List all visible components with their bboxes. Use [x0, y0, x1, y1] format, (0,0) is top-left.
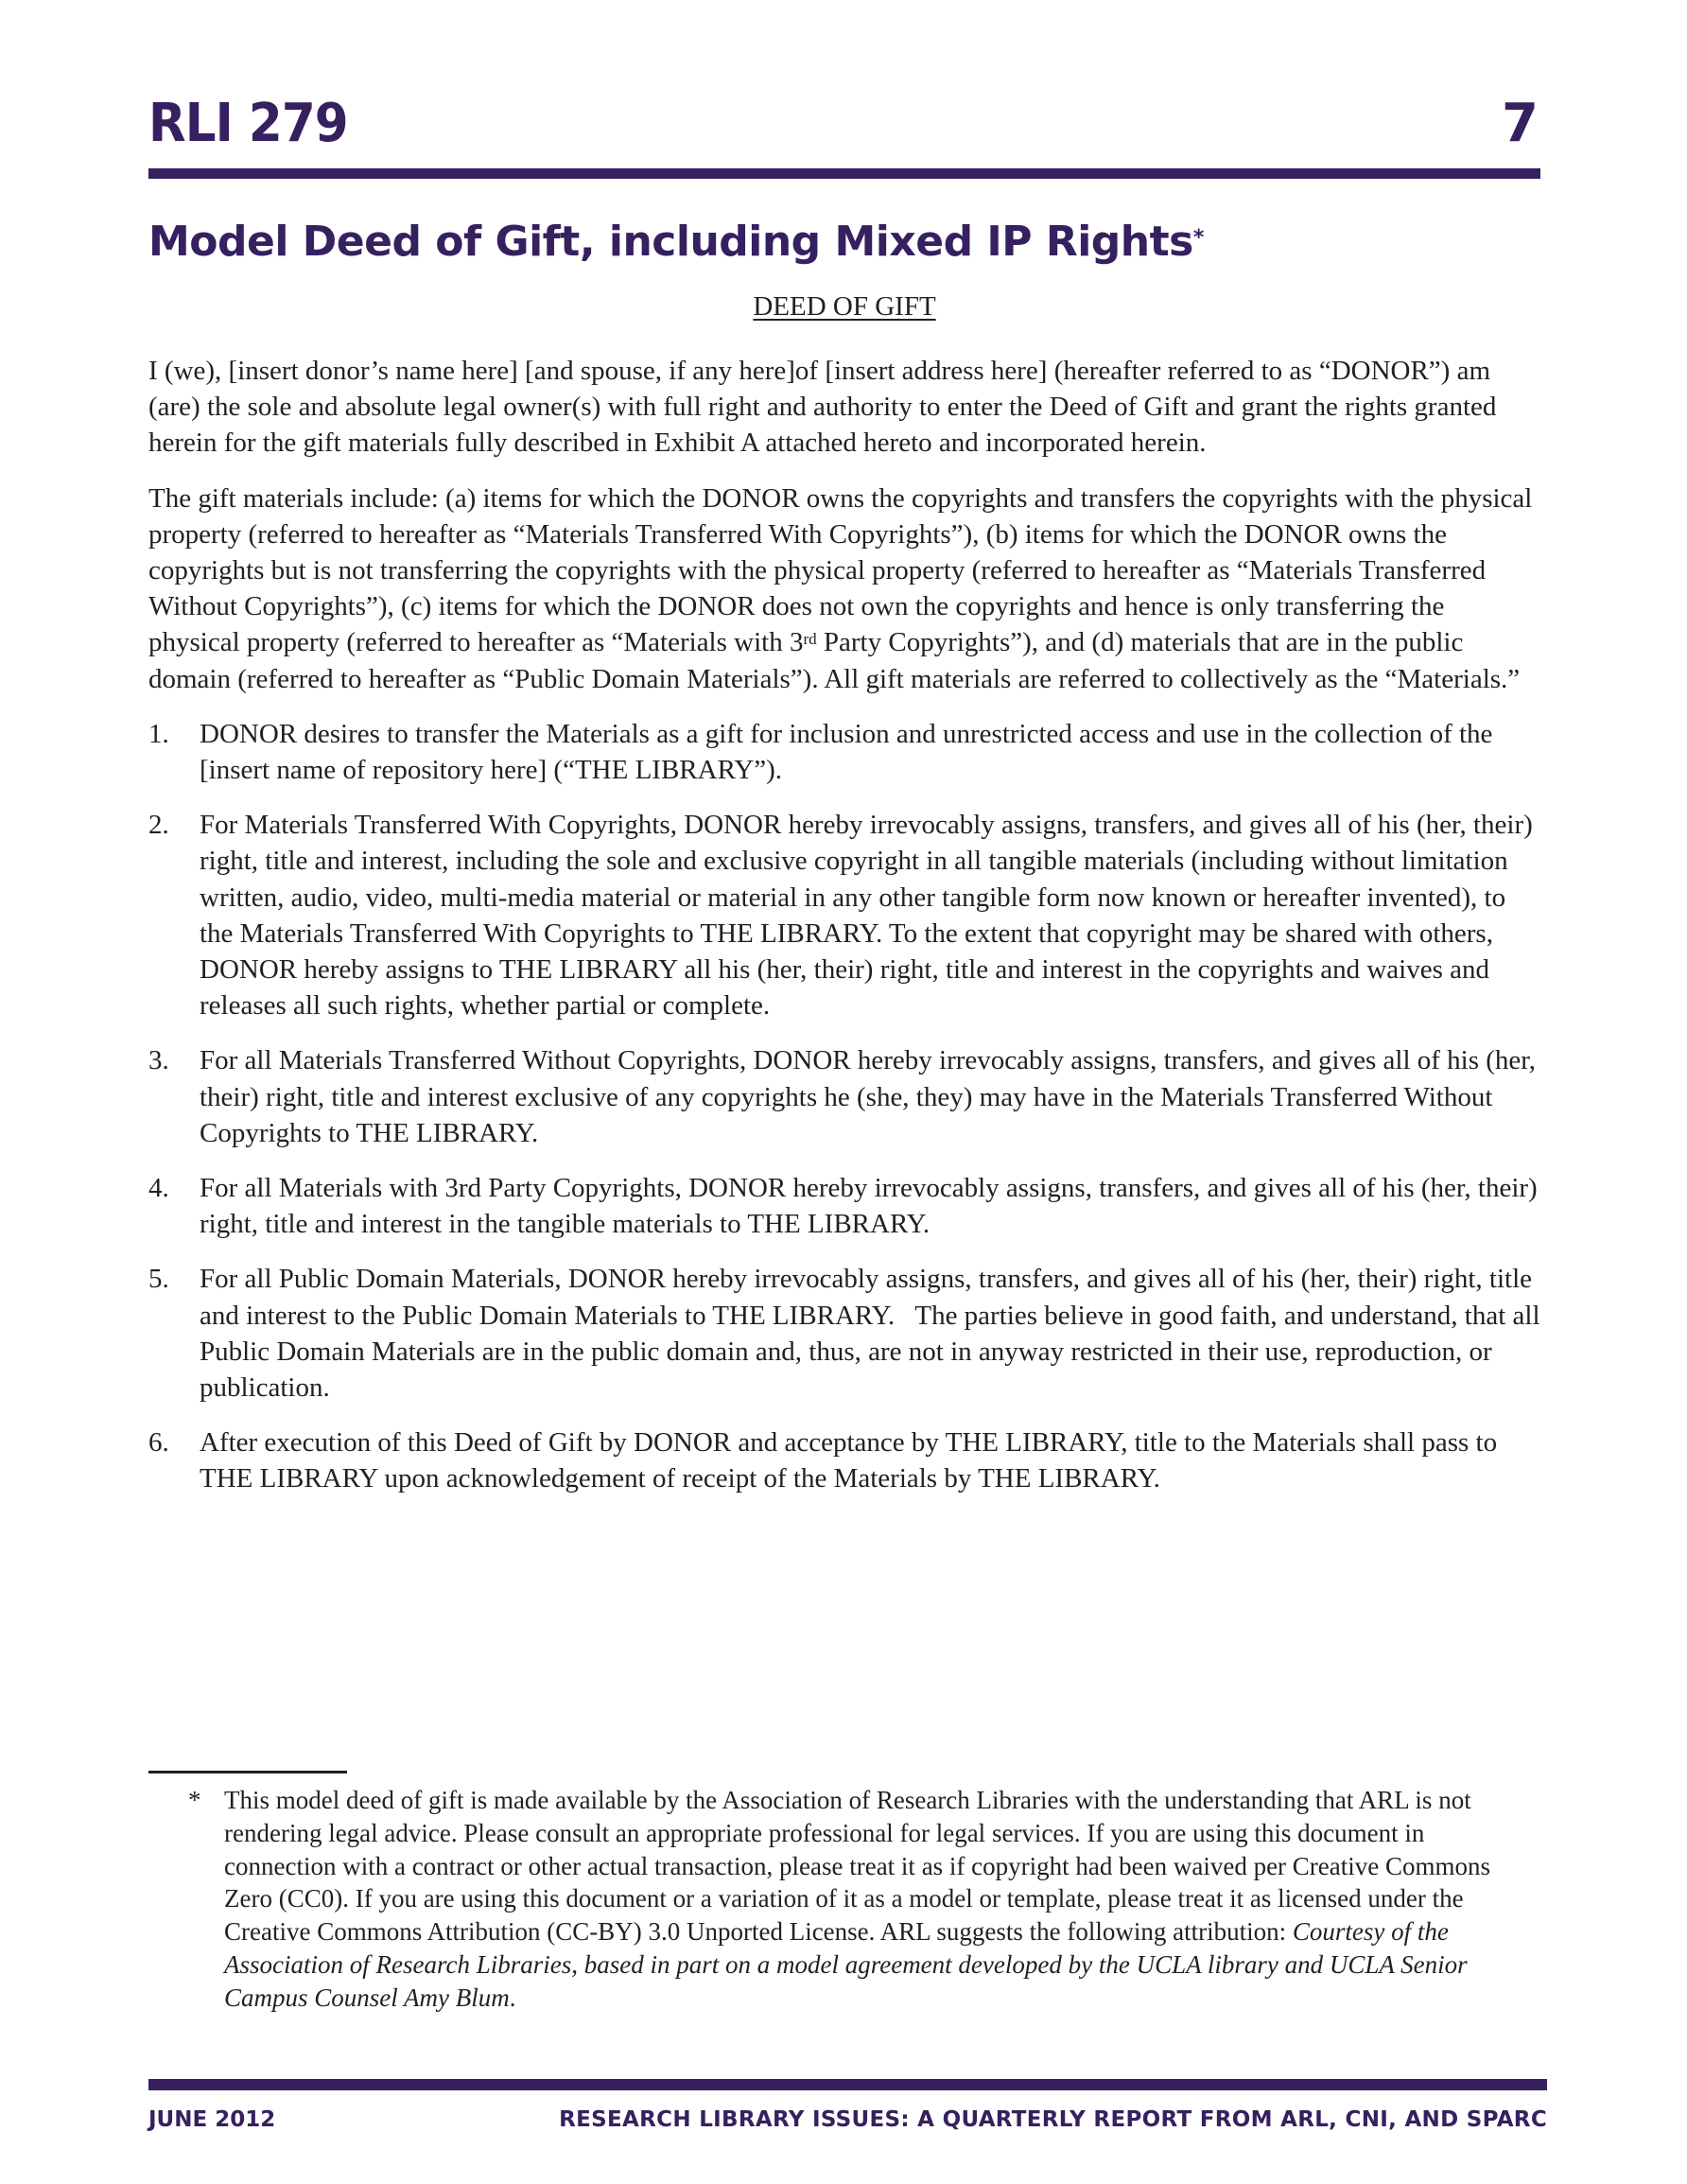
deed-heading	[148, 288, 1540, 324]
item-number: 4.	[148, 1173, 169, 1204]
footer-date: JUNE 2012	[148, 2107, 276, 2132]
footer-rule	[148, 2079, 1547, 2090]
item-number: 6.	[148, 1427, 169, 1459]
page-number: 7	[1502, 93, 1539, 154]
page-title-text: Model Deed of Gift, including Mixed IP Rights	[148, 218, 1193, 266]
footnote-text	[224, 1784, 1540, 2015]
list-item	[148, 1170, 1540, 1242]
paragraph-owner-statement: I (we), [insert donor’s name here] [and spouse, if any here]of [insert address here] (hereafter referred to as “DONOR”) am (are) the sole and absolute legal owner(s) with full right and authority to enter the Deed of Gift and grant the rights granted herein for the gift materials fully described in Exhibit A attached hereto and incorporated herein.	[148, 356, 1497, 459]
running-header	[148, 91, 1540, 157]
footnote	[148, 1784, 1540, 2015]
list-item	[148, 1424, 1540, 1496]
item-text: DONOR desires to transfer the Materials as a gift for inclusion and unrestricted access and use in the collection of the [insert name of repository here] (“THE LIBRARY”).	[200, 718, 1493, 786]
footer-publication: RESEARCH LIBRARY ISSUES: A QUARTERLY REPORT FROM ARL, CNI, AND SPARC	[559, 2107, 1547, 2132]
list-item	[148, 716, 1540, 788]
item-number: 3.	[148, 1045, 169, 1076]
title-footnote-marker[interactable]: *	[1192, 226, 1204, 250]
item-number: 1.	[148, 718, 169, 749]
paragraph-gift-materials-part1: The gift materials include: (a) items for which the DONOR owns the copyrights and transfers the copyrights with the physical property (referred to hereafter as “Materials Transferred With Copyrights”), (b) items for which the DONOR owns the copyrights but is not transferring the copyrights with the physical property (referred to hereafter as “Materials Transferred Without Copyrights”), (c) items for which the DONOR does not own the copyrights and hence is only transferring the physical property (referred to hereafter as “Materials with 3	[148, 482, 1533, 658]
deed-body	[148, 353, 1547, 1516]
item-text: For all Materials with 3rd Party Copyrights, DONOR hereby irrevocably assigns, transfers, and gives all of his (her, their) right, title and interest in the tangible materials to THE LIBRARY.	[200, 1173, 1538, 1240]
list-item	[148, 1261, 1547, 1406]
list-item	[148, 807, 1540, 1023]
ordinal-suffix: rd	[803, 630, 817, 649]
item-number: 5.	[148, 1264, 169, 1295]
item-text: For Materials Transferred With Copyrights, DONOR hereby irrevocably assigns, transfers, and gives all of his (her, their) right, title and interest, including the sole and exclusive copyright in all tangible materials (including without limitation written, audio, video, multi-media material or material in any other tangible form now known or hereafter invented), to the Materials Transferred With Copyrights to THE LIBRARY. To the extent that copyright may be shared with others, DONOR hereby assigns to THE LIBRARY all his (her, their) right, title and interest in the copyrights and waives and releases all such rights, whether partial or complete.	[200, 810, 1533, 1022]
deed-terms-list	[148, 716, 1547, 1497]
issue-label: RLI 279	[148, 93, 348, 154]
header-rule	[148, 168, 1540, 179]
item-text: After execution of this Deed of Gift by DONOR and acceptance by THE LIBRARY, title to the Materials shall pass to THE LIBRARY upon acknowledgement of receipt of the Materials by THE LIBRARY.	[200, 1427, 1498, 1494]
list-item	[148, 1042, 1540, 1151]
deed-heading-text: DEED OF GIFT	[753, 291, 936, 322]
page-title	[148, 216, 1204, 269]
item-text: For all Materials Transferred Without Copyrights, DONOR hereby irrevocably assigns, transfers, and gives all of his (her, their) right, title and interest exclusive of any copyrights he (she, they) may have in the Materials Transferred Without Copyrights to THE LIBRARY.	[200, 1045, 1537, 1148]
item-text: For all Public Domain Materials, DONOR hereby irrevocably assigns, transfers, and gives all of his (her, their) right, title and interest to the Public Domain Materials to THE LIBRARY. The parties believe in good faith, and understand, that all Public Domain Materials are in the public domain and, thus, are not in anyway restricted in their use, reproduction, or publication.	[200, 1264, 1547, 1404]
item-number: 2.	[148, 810, 169, 841]
footnote-marker: *	[188, 1786, 201, 1814]
paragraph-gift-materials	[148, 480, 1540, 697]
footnote-attribution: Courtesy of the Association of Research Libraries, based in part on a model agreement developed by the UCLA library and UCLA Senior Campus Counsel Amy Blum	[224, 1917, 1468, 2012]
footnote-divider	[148, 1771, 347, 1773]
paragraph-gift-materials-part2: Party Copyrights”), and (d) materials that are in the public domain (referred to hereafter as “Public Domain Materials”). All gift materials are referred to collectively as the “Materials.”	[148, 627, 1521, 694]
footnote-end: .	[509, 1983, 516, 2012]
footnote-body: This model deed of gift is made available by the Association of Research Libraries with the understanding that ARL is not rendering legal advice. Please consult an appropriate professional for legal services. If you are using this document in connection with a contract or other actual transaction, please treat it as if copyright had been waived per Creative Commons Zero (CC0). If you are using this document or a variation of it as a model or template, please treat it as licensed under the Creative Commons Attribution (CC-BY) 3.0 Unported License. ARL suggests the following attribution:	[224, 1786, 1491, 1947]
